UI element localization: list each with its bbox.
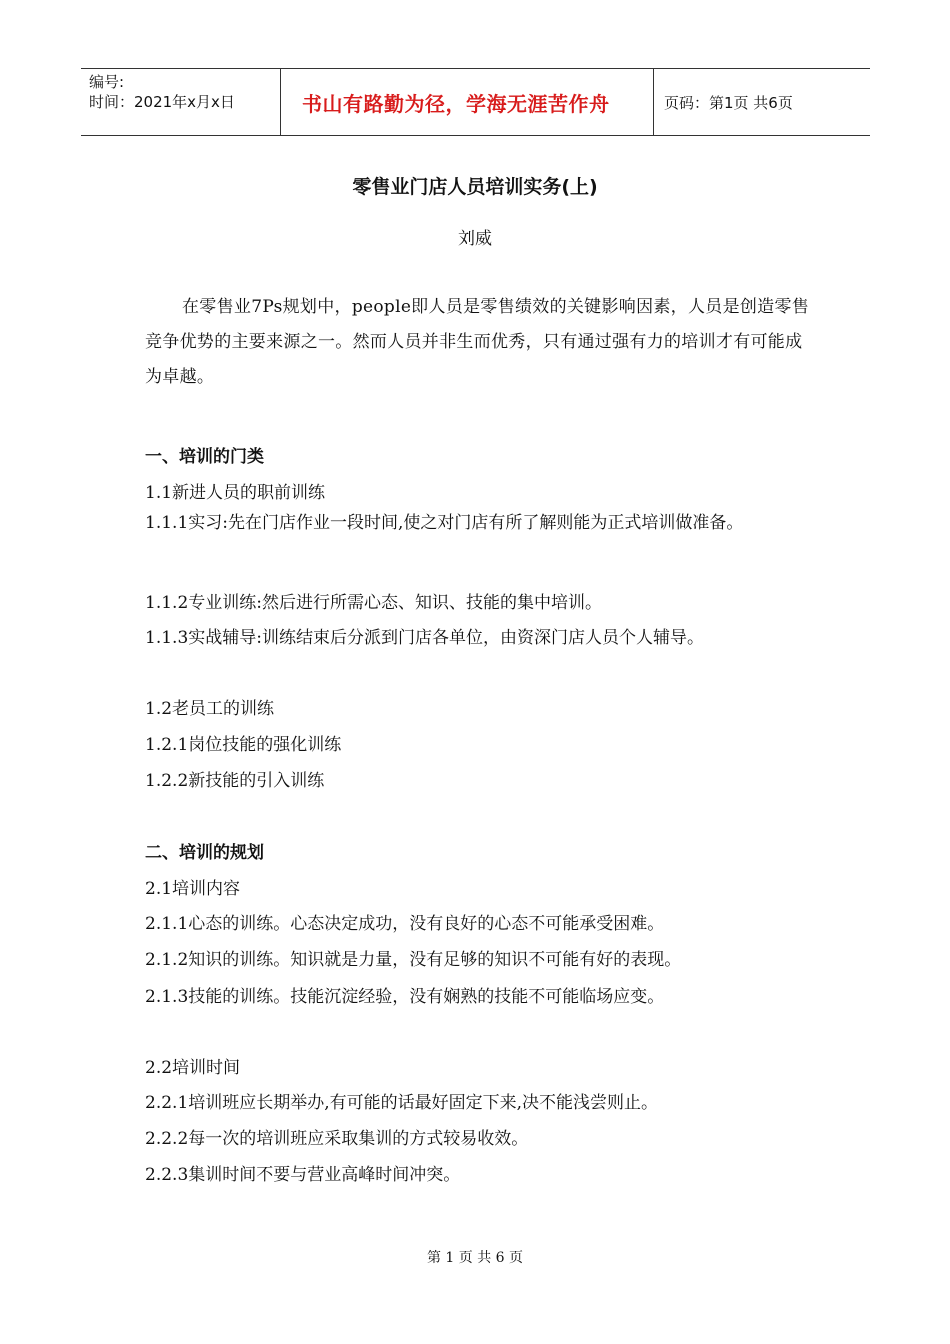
header-meta-cell — [81, 69, 281, 135]
header-page-info: 页码：第1页 共6页 — [664, 93, 793, 112]
header-motto: 书山有路勤为径，学海无涯苦作舟 — [302, 91, 610, 116]
item-2-2-2: 2.2.2每一次的培训班应采取集训的方式较易收效。 — [145, 1129, 529, 1149]
item-1-1-2: 1.1.2专业训练:然后进行所需心态、知识、技能的集中培训。 — [145, 593, 602, 613]
item-1-2-1: 1.2.1岗位技能的强化训练 — [145, 735, 342, 755]
document-number-label: 编号: — [89, 73, 125, 91]
item-2-1-3: 2.1.3技能的训练。技能沉淀经验，没有娴熟的技能不可能临场应变。 — [145, 987, 665, 1007]
subsection-2-1: 2.1培训内容 — [145, 879, 241, 899]
document-author: 刘威 — [458, 229, 492, 249]
subsection-1-2: 1.2老员工的训练 — [145, 699, 275, 719]
section-heading-1: 一、培训的门类 — [145, 447, 264, 467]
subsection-1-1: 1.1新进人员的职前训练 — [145, 483, 326, 503]
item-2-2-1: 2.2.1培训班应长期举办,有可能的话最好固定下来,决不能浅尝则止。 — [145, 1093, 659, 1113]
item-1-1-1: 1.1.1实习:先在门店作业一段时间,使之对门店有所了解则能为正式培训做准备。 — [145, 513, 744, 533]
item-1-2-2: 1.2.2新技能的引入训练 — [145, 771, 325, 791]
header-page-cell — [654, 69, 870, 135]
intro-paragraph: 在零售业7Ps规划中，people即人员是零售绩效的关键影响因素，人员是创造零售竞争优势的主要来源之一。然而人员并非生而优秀，只有通过强有力的培训才有可能成为卓越。 — [145, 297, 810, 387]
header-motto-cell — [281, 69, 654, 135]
item-1-1-3: 1.1.3实战辅导:训练结束后分派到门店各单位，由资深门店人员个人辅导。 — [145, 628, 704, 648]
item-2-1-2: 2.1.2知识的训练。知识就是力量，没有足够的知识不可能有好的表现。 — [145, 950, 682, 970]
document-date-label: 时间：2021年x月x日 — [89, 93, 235, 111]
subsection-2-2: 2.2培训时间 — [145, 1058, 241, 1078]
page-footer: 第 1 页 共 6 页 — [426, 1250, 524, 1266]
item-2-2-3: 2.2.3集训时间不要与营业高峰时间冲突。 — [145, 1165, 461, 1185]
document-title: 零售业门店人员培训实务(上) — [352, 176, 598, 198]
section-heading-2: 二、培训的规划 — [145, 843, 264, 863]
item-2-1-1: 2.1.1心态的训练。心态决定成功，没有良好的心态不可能承受困难。 — [145, 914, 665, 934]
document-header-table — [81, 68, 870, 136]
